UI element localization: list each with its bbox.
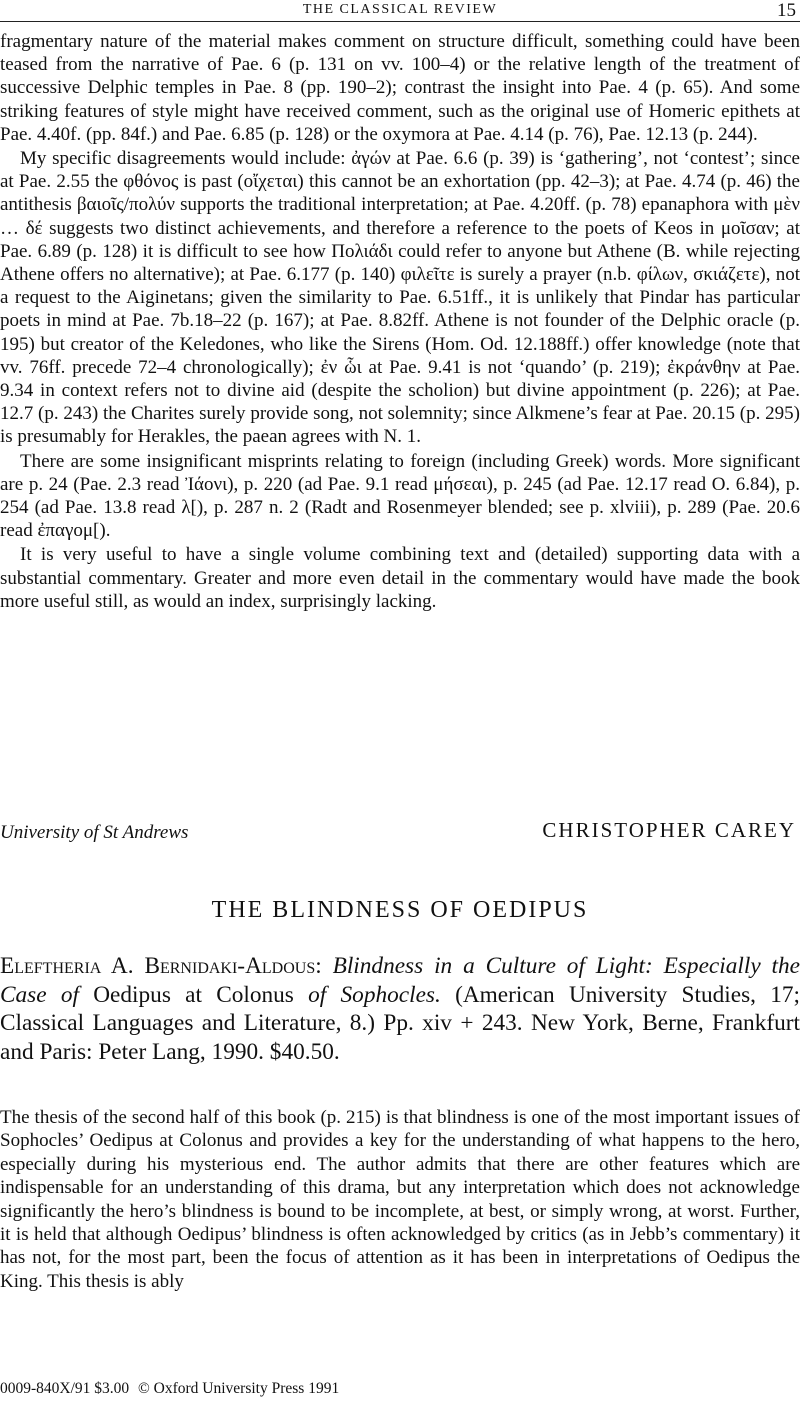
- reviewer-signature: [0, 818, 800, 846]
- book-title-part-b: Oedipus at Colonus: [93, 981, 294, 1008]
- journal-title: THE CLASSICAL REVIEW: [302, 2, 498, 17]
- paragraph-conclusion: It is very useful to have a single volume combining text and (detailed) supporting data with a substantial commentary. Greater and more even detail in the commentary would have made the book more useful still, as would an index, surprisingly lacking.: [0, 544, 800, 612]
- issn-price: 0009-840X/91 $3.00: [0, 1380, 130, 1397]
- page-number: 15: [777, 0, 796, 21]
- paragraph-misprints: There are some insignificant misprints relating to foreign (including Greek) words. More significant are p. 24 (Pae. 2.3 read Ἰάονι), p. 220 (ad Pae. 9.1 read μήσεαι), p. 245 (ad Pae. 12.17 read O. 6.84), p. 254 (ad Pae. 13.8 read λ[), p. 287 n. 2 (Radt and Rosenmeyer blended; see p. xlviii), p. 289 (Pae. 20.6 read ἐπαγομ[).: [0, 450, 800, 542]
- header-rule: [0, 21, 800, 22]
- paragraph-structure-style: fragmentary nature of the material makes comment on structure difficult, something could have been teased from the narrative of Pae. 6 (p. 131 on vv. 100–4) or the relative length of the treatment of successive Delphic temples in Pae. 8 (pp. 190–2); contrast the insight into Pae. 4 (p. 65). And some striking features of style might have received comment, such as the original use of Homeric epithets at Pae. 4.40f. (pp. 84f.) and Pae. 6.85 (p. 128) or the oxymora at Pae. 4.14 (p. 76), Pae. 12.13 (p. 244).: [0, 31, 800, 145]
- book-citation: [0, 952, 800, 1066]
- copyright: © Oxford University Press 1991: [138, 1380, 340, 1397]
- section-title: THE BLINDNESS OF OEDIPUS: [211, 897, 589, 923]
- reviewer-name: CHRISTOPHER CAREY: [542, 818, 796, 842]
- book-title-part-c: of Sophocles.: [308, 981, 441, 1008]
- book-author: Eleftheria A. Bernidaki-Aldous:: [0, 953, 322, 979]
- book-publication-details: (American University Studies, 17; Classical Languages and Literature, 8.) Pp. xiv + 243. New York, Berne, Frankfurt and Paris: Peter Lang, 1990. $40.50.: [0, 981, 800, 1065]
- paragraph-disagreements: My specific disagreements would include: ἀγών at Pae. 6.6 (p. 39) is ‘gathering’, not ‘contest’; since at Pae. 2.55 the φθόνος is past (οἴχεται) this cannot be an exhortation (pp. 42–3); at Pae. 4.74 (p. 46) the antithesis βαιοῖς/πολύν supports the traditional interpretation; at Pae. 4.20ff. (p. 78) epanaphora with μὲν … δέ suggests two distinct achievements, and therefore a reference to the poets of Keos in μοῖσαν; at Pae. 6.89 (p. 128) it is difficult to see how Πολιάδι could refer to anyone but Athene (B. while rejecting Athene offers no alternative); at Pae. 6.177 (p. 140) φιλεῖτε is surely a prayer (n.b. φίλων, σκιάζετε), not a request to the Aiginetans; given the similarity to Pae. 6.51ff., it is unlikely that Pindar has particular poets in mind at Pae. 7b.18–22 (p. 167); at Pae. 8.82ff. Athene is not founder of the Delphic oracle (p. 195) but creator of the Keledones, who like the Sirens (Hom. Od. 12.188ff.) offer knowledge (note that vv. 76ff. precede 72–4 chronologically); ἐν ὧι at Pae. 9.41 is not ‘quando’ (p. 219); ἐκράνθην at Pae. 9.34 in context refers not to divine aid (despite the scholion) but divine appointment (p. 226); at Pae. 12.7 (p. 243) the Charites surely provide song, not solemnity; since Alkmene’s fear at Pae. 20.15 (p. 295) is presumably for Herakles, the paean agrees with N. 1.: [0, 148, 800, 448]
- book-title-part-a: Blindness in a Culture of Light: Especially the Case of: [0, 953, 800, 1008]
- review-continuation: [0, 30, 800, 613]
- reviewer-affiliation: University of St Andrews: [0, 822, 189, 843]
- review-body: The thesis of the second half of this book (p. 215) is that blindness is one of the most important issues of Sophocles’ Oedipus at Colonus and provides a key for the understanding of what happens to the hero, especially during his mysterious end. The author admits that there are other features which are indispensable for an understanding of this drama, but any interpretation which does not acknowledge significantly the hero’s blindness is bound to be incomplete, at best, or simply wrong, at worst. Further, it is held that although Oedipus’ blindness is often acknowledged by critics (as in Jebb’s commentary) it has not, for the most part, been the focus of attention as it has been in interpretations of Oedipus the King. This thesis is ably: [0, 1107, 800, 1292]
- running-head: [0, 0, 800, 22]
